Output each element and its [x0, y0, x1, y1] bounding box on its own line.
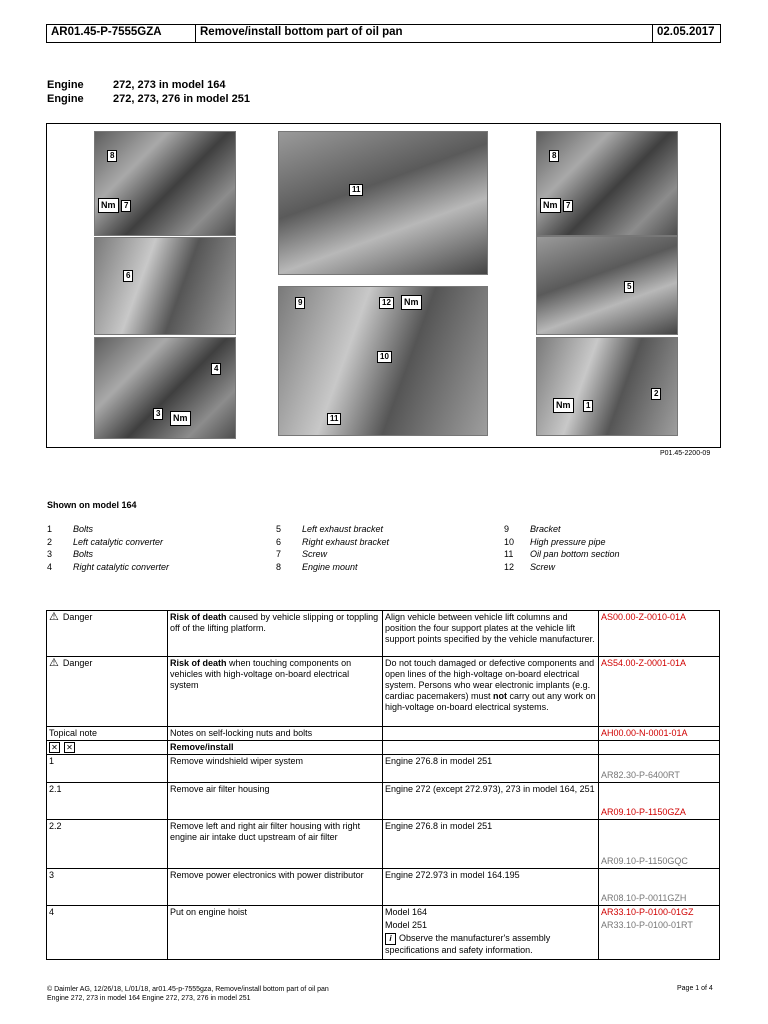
warning-triangle-icon: ⚠: [49, 611, 59, 623]
assembly-figure: [46, 123, 721, 448]
engine-line: Engine 272, 273 in model 164: [47, 79, 226, 91]
install-icon: ✕: [64, 742, 75, 753]
photo-right-exhaust-bracket: [94, 237, 236, 335]
callout: 5: [624, 281, 634, 293]
photo-high-pressure-pipe: [278, 286, 488, 436]
torque-icon: Nm: [98, 198, 119, 213]
torque-icon: Nm: [540, 198, 561, 213]
procedure-table: [46, 610, 720, 960]
warning-triangle-icon: ⚠: [49, 657, 59, 669]
callout: 8: [549, 150, 559, 162]
legend-item: 6 Right exhaust bracket: [276, 537, 390, 547]
table-row: ✕ ✕ Remove/install: [47, 741, 720, 755]
doc-link[interactable]: AR33.10-P-0100-01GZ: [601, 907, 694, 917]
page-number: Page 1 of 4: [677, 985, 713, 992]
doc-link[interactable]: AR33.10-P-0100-01RT: [601, 920, 693, 930]
document-header: [46, 24, 721, 43]
legend-item: 4 Right catalytic converter: [47, 562, 170, 572]
doc-link[interactable]: AS54.00-Z-0001-01A: [599, 657, 720, 727]
table-row: 4 Put on engine hoist Model 164 Model 251 i Observe the manufacturer's assembly specifications and safety information. AR33.10-P-0100-01GZ AR33.10-P-0100-01RT: [47, 906, 720, 960]
photo-engine-mount-right: [94, 131, 236, 236]
doc-link[interactable]: AH00.00-N-0001-01A: [599, 727, 720, 741]
callout: 3: [153, 408, 163, 420]
photo-left-catalytic-converter: [536, 337, 678, 436]
callout: 7: [563, 200, 573, 212]
callout: 12: [379, 297, 394, 309]
callout: 9: [295, 297, 305, 309]
legend-item: 3 Bolts: [47, 549, 94, 559]
photo-engine-mount-left: [536, 131, 678, 236]
callout: 11: [327, 413, 341, 425]
callout: 2: [651, 388, 661, 400]
doc-link[interactable]: AR09.10-P-1150GZA: [599, 783, 720, 820]
table-row: 2.2 Remove left and right air filter housing with right engine air intake duct upstream of air filter Engine 276.8 in model 251 AR09.10-P-1150GQC: [47, 820, 720, 869]
photo-right-catalytic-converter: [94, 337, 236, 439]
legend-item: 2 Left catalytic converter: [47, 537, 164, 547]
doc-date: 02.05.2017: [657, 26, 715, 38]
callout: 1: [583, 400, 593, 412]
table-row: 2.1 Remove air filter housing Engine 272 (except 272.973), 273 in model 164, 251 AR09.10-P-1150GZA: [47, 783, 720, 820]
callout: 7: [121, 200, 131, 212]
torque-icon: Nm: [553, 398, 574, 413]
legend-item: 11 Oil pan bottom section: [504, 549, 620, 559]
callout: 11: [349, 184, 363, 196]
footer: © Daimler AG, 12/26/18, L/01/18, ar01.45-p-7555gza, Remove/install bottom part of oil pan Engine 272, 273 in model 164 Engine 272, 273, 276 in model 251: [47, 986, 329, 1002]
doc-link[interactable]: AR82.30-P-6400RT: [599, 755, 720, 783]
photo-oil-pan-overview: [278, 131, 488, 275]
legend-item: 5 Left exhaust bracket: [276, 524, 384, 534]
shown-on-note: Shown on model 164: [47, 500, 137, 510]
table-row: ⚠ Danger Risk of death caused by vehicle slipping or toppling off of the lifting platform. Align vehicle between vehicle lift columns and position the four support plates at the vehicle lift support points specified by the vehicle manufacturer. AS00.00-Z-0010-01A: [47, 611, 720, 657]
legend-item: 8 Engine mount: [276, 562, 358, 572]
table-row: ⚠ Danger Risk of death when touching components on vehicles with high-voltage on-board electrical system Do not touch damaged or defective components and open lines of the high-voltage on-board electrical system. Persons who wear electronic implants (e.g. cardiac pacemakers) must not carry out any work on high-voltage on-board electrical systems. AS54.00-Z-0001-01A: [47, 657, 720, 727]
callout: 8: [107, 150, 117, 162]
callout: 4: [211, 363, 221, 375]
doc-link[interactable]: AR08.10-P-0011GZH: [599, 869, 720, 906]
legend-item: 7 Screw: [276, 549, 328, 559]
torque-icon: Nm: [401, 295, 422, 310]
figure-reference: P01.45-2200-09: [660, 450, 711, 457]
callout: 6: [123, 270, 133, 282]
engine-line: Engine 272, 273, 276 in model 251: [47, 93, 250, 105]
doc-title: Remove/install bottom part of oil pan: [196, 25, 653, 42]
legend-item: 1 Bolts: [47, 524, 94, 534]
table-row: Topical note Notes on self-locking nuts and bolts AH00.00-N-0001-01A: [47, 727, 720, 741]
legend-item: 9 Bracket: [504, 524, 561, 534]
legend-item: 10 High pressure pipe: [504, 537, 606, 547]
legend-item: 12 Screw: [504, 562, 556, 572]
doc-link[interactable]: AR09.10-P-1150GQC: [599, 820, 720, 869]
info-icon: i: [385, 933, 396, 945]
callout: 10: [377, 351, 392, 363]
table-row: 1 Remove windshield wiper system Engine 276.8 in model 251 AR82.30-P-6400RT: [47, 755, 720, 783]
photo-left-exhaust-bracket: [536, 236, 678, 335]
remove-icon: ✕: [49, 742, 60, 753]
doc-link[interactable]: AS00.00-Z-0010-01A: [599, 611, 720, 657]
torque-icon: Nm: [170, 411, 191, 426]
table-row: 3 Remove power electronics with power distributor Engine 272.973 in model 164.195 AR08.10-P-0011GZH: [47, 869, 720, 906]
doc-id: AR01.45-P-7555GZA: [47, 25, 196, 42]
